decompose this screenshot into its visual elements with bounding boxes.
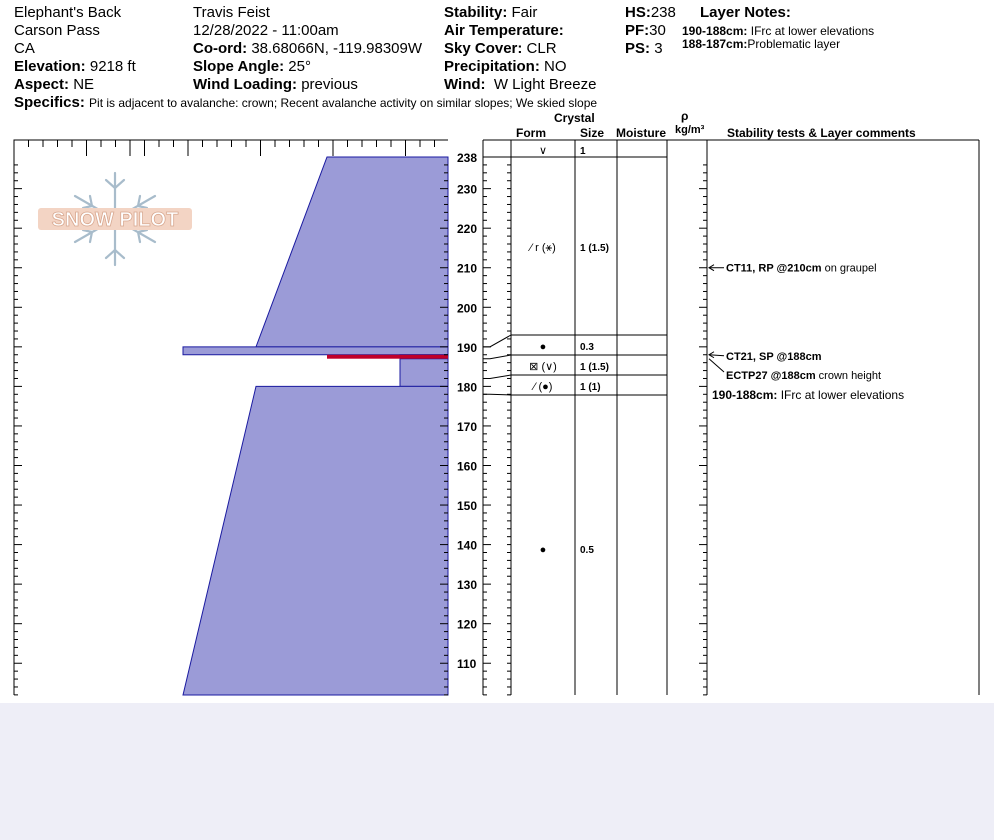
height-tick-label-180: 180: [457, 380, 478, 395]
height-tick-label-238: 238: [457, 151, 478, 165]
layer-form-6: ●: [539, 544, 547, 556]
test-arrow-3: [709, 359, 724, 372]
height-tick-label-140: 140: [457, 538, 478, 553]
sky-value: CLR: [526, 40, 557, 57]
col-comments-header: Stability tests & Layer comments: [727, 126, 916, 140]
col-size-header: Size: [580, 126, 605, 140]
height-tick-label-170: 170: [457, 419, 478, 434]
col-rho-header: ρ: [681, 109, 689, 123]
height-tick-label-110: 110: [457, 657, 477, 672]
specifics-text: Pit is adjacent to avalanche: crown; Recent avalanche activity on similar slopes; We skied slope: [89, 96, 598, 110]
height-tick-label-120: 120: [457, 617, 478, 632]
test-3-name: ECTP27 @188cm: [726, 370, 816, 382]
test-1-comment: on graupel: [821, 262, 877, 275]
layer-comment-1-range: 190-188cm:: [712, 388, 778, 402]
layer-note-1-range: 190-188cm:: [682, 24, 748, 38]
hardness-profile: [183, 157, 448, 695]
stability-label: Stability:: [444, 4, 508, 21]
test-label-1: [726, 263, 877, 275]
layer-comment-1: [712, 388, 904, 402]
layer-size-3: 0.3: [580, 342, 594, 353]
layer-note-1-text: IFrc at lower elevations: [750, 24, 875, 38]
layer-form-4: ⊠ (∨): [529, 361, 557, 373]
coord-value: 38.68066N, -119.98309W: [251, 40, 423, 57]
height-tick-label-200: 200: [457, 301, 478, 316]
height-tick-label-210: 210: [457, 261, 478, 276]
layer-note-2-text: Problematic layer: [747, 37, 841, 51]
layer-form-3: ●: [539, 341, 547, 353]
snow-pilot-logo: [38, 173, 192, 265]
height-tick-label-190: 190: [457, 340, 478, 355]
specifics-label: Specifics:: [14, 94, 85, 111]
aspect-value: NE: [73, 76, 95, 93]
layer-form-1: ∨: [538, 145, 548, 157]
layer-size-6: 0.5: [580, 545, 594, 556]
coord-label: Co-ord:: [193, 40, 248, 57]
wind-value: W Light Breeze: [493, 76, 597, 93]
layer-form-2: ⁄ r (⚹): [530, 242, 556, 254]
height-tick-label-150: 150: [457, 499, 478, 514]
col-density-unit: kg/m³: [675, 124, 705, 136]
hardness-layer-5: [183, 386, 448, 695]
precip-label: Precipitation:: [444, 58, 540, 75]
height-tick-label-230: 230: [457, 182, 478, 197]
col-form-header: Form: [516, 126, 546, 140]
layer-note-2-range: 188-187cm:: [682, 37, 748, 51]
test-3-comment: crown height: [815, 370, 882, 382]
stability-tests: [709, 263, 904, 402]
pf-value: 30: [649, 22, 666, 39]
wind-loading-label: Wind Loading:: [193, 76, 298, 93]
boundary-connector-4: [483, 394, 511, 395]
test-1-name: CT11, RP @210cm: [726, 262, 822, 275]
test-label-2: CT21, SP @188cm: [726, 350, 822, 363]
slope-label: Slope Angle:: [193, 58, 285, 75]
height-tick-label-160: 160: [457, 459, 478, 474]
hs-label: HS:: [625, 4, 651, 21]
aspect-label: Aspect:: [14, 76, 70, 93]
layer-size-4: 1 (1.5): [580, 362, 609, 373]
height-tick-label-130: 130: [457, 578, 478, 593]
layer-size-2: 1 (1.5): [580, 243, 609, 254]
observation-datetime: 12/28/2022 - 11:00am: [193, 22, 339, 39]
air-temp-label: Air Temperature:: [444, 22, 564, 39]
layer-comment-1-text: IFrc at lower elevations: [777, 388, 905, 402]
ps-label: PS:: [625, 40, 651, 57]
test-label-3: [726, 370, 881, 382]
col-crystal-header: Crystal: [554, 111, 595, 125]
stability-value: Fair: [511, 4, 538, 21]
layer-notes-title: Layer Notes:: [700, 4, 791, 21]
hardness-layer-1: [256, 157, 448, 347]
hardness-layer-4: [400, 359, 448, 387]
height-tick-label-220: 220: [457, 222, 478, 237]
pf-label: PF:: [625, 22, 650, 39]
col-moisture-header: Moisture: [616, 126, 667, 140]
area-name: Carson Pass: [14, 22, 100, 39]
ps-value: 3: [654, 40, 663, 57]
wind-loading-value: previous: [301, 76, 358, 93]
elevation-label: Elevation:: [14, 58, 86, 75]
problem-layer-band: [327, 355, 448, 359]
wind-label: Wind:: [444, 76, 486, 93]
location-name: Elephant's Back: [14, 4, 122, 21]
elevation-value: 9218 ft: [89, 58, 136, 75]
layer-form-5: ⁄ (●): [533, 381, 553, 393]
logo-text: SNOW PILOT: [51, 209, 179, 231]
slope-value: 25°: [288, 58, 311, 75]
observer-name: Travis Feist: [193, 4, 270, 21]
layer-size-1: 1: [580, 146, 586, 157]
hs-value: 238: [650, 4, 676, 21]
boundary-connector-3: [483, 375, 511, 378]
precip-value: NO: [544, 58, 567, 75]
hardness-layer-2: [183, 347, 448, 355]
boundary-connector-2: [483, 355, 511, 359]
sky-label: Sky Cover:: [444, 40, 523, 57]
boundary-connector-1: [483, 335, 511, 347]
layer-size-5: 1 (1): [580, 382, 601, 393]
state-name: CA: [14, 40, 35, 57]
